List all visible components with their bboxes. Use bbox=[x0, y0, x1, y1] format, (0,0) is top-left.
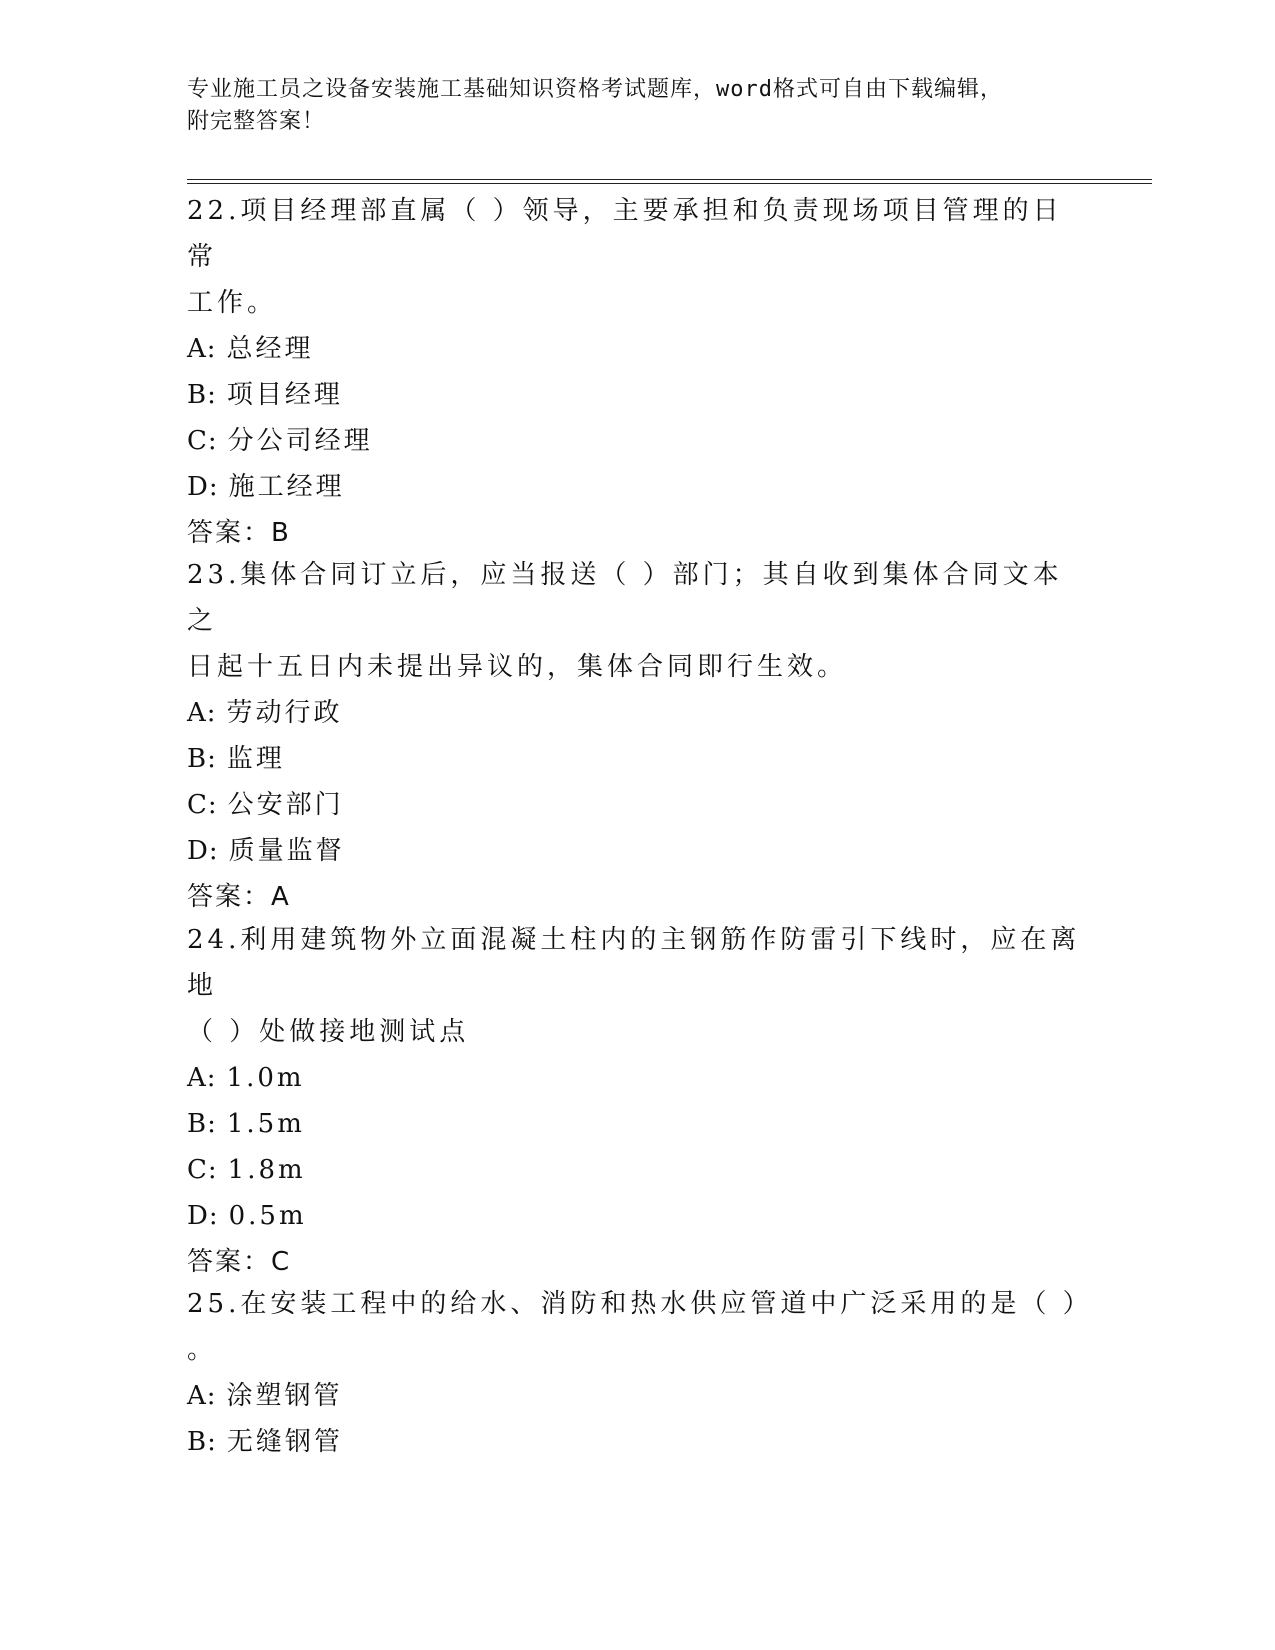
option-b bbox=[187, 1419, 1087, 1465]
option-text: 项目经理 bbox=[226, 380, 343, 410]
option-text: 劳动行政 bbox=[226, 698, 343, 728]
option-text: 1.8m bbox=[227, 1155, 306, 1185]
option-c bbox=[187, 782, 1087, 828]
option-text: 1.5m bbox=[226, 1109, 305, 1139]
option-label: A: bbox=[187, 1381, 217, 1411]
option-label: A: bbox=[187, 698, 217, 728]
question-stem-line-1: 25.在安装工程中的给水、消防和热水供应管道中广泛采用的是（ ） bbox=[187, 1289, 1093, 1319]
option-label: B: bbox=[187, 1109, 217, 1139]
question-22 bbox=[187, 188, 1087, 556]
option-text: 1.0m bbox=[226, 1063, 305, 1093]
answer-line: 答案：B bbox=[187, 518, 291, 548]
option-text: 监理 bbox=[226, 744, 285, 774]
option-label: B: bbox=[187, 1427, 217, 1457]
option-a bbox=[187, 1373, 1087, 1419]
option-text: 涂塑钢管 bbox=[226, 1381, 343, 1411]
option-d bbox=[187, 828, 1087, 874]
question-stem-line-2: （ ）处做接地测试点 bbox=[187, 1017, 470, 1047]
option-d bbox=[187, 464, 1087, 510]
option-text: 0.5m bbox=[228, 1201, 307, 1231]
option-label: C: bbox=[187, 790, 218, 820]
option-c bbox=[187, 1147, 1087, 1193]
option-label: C: bbox=[187, 426, 218, 456]
option-a bbox=[187, 1055, 1087, 1101]
question-24 bbox=[187, 917, 1087, 1285]
header-line-1: 专业施工员之设备安装施工基础知识资格考试题库，word格式可自由下载编辑， bbox=[187, 77, 1003, 102]
option-label: D: bbox=[187, 472, 219, 502]
option-label: B: bbox=[187, 744, 217, 774]
option-label: D: bbox=[187, 1201, 219, 1231]
option-b bbox=[187, 372, 1087, 418]
question-stem-line-1: 23.集体合同订立后，应当报送（ ）部门；其自收到集体合同文本之 bbox=[187, 560, 1063, 636]
header-divider-top bbox=[187, 179, 1152, 180]
option-text: 施工经理 bbox=[228, 472, 345, 502]
header-line-2: 附完整答案！ bbox=[187, 109, 326, 134]
option-text: 分公司经理 bbox=[227, 426, 373, 456]
option-text: 公安部门 bbox=[227, 790, 344, 820]
option-d bbox=[187, 1193, 1087, 1239]
option-text: 总经理 bbox=[226, 334, 314, 364]
option-label: B: bbox=[187, 380, 217, 410]
option-text: 无缝钢管 bbox=[226, 1427, 343, 1457]
question-stem-line-2: 日起十五日内未提出异议的，集体合同即行生效。 bbox=[187, 652, 848, 682]
option-a bbox=[187, 690, 1087, 736]
answer-line: 答案：C bbox=[187, 1247, 292, 1277]
answer-line: 答案：A bbox=[187, 882, 291, 912]
option-b bbox=[187, 1101, 1087, 1147]
question-stem-line-2: 。 bbox=[187, 1335, 218, 1365]
question-stem-line-1: 22.项目经理部直属（ ）领导，主要承担和负责现场项目管理的日常 bbox=[187, 196, 1063, 272]
option-text: 质量监督 bbox=[228, 836, 345, 866]
option-label: C: bbox=[187, 1155, 218, 1185]
option-label: A: bbox=[187, 334, 217, 364]
question-23 bbox=[187, 552, 1087, 920]
document-header bbox=[187, 74, 1067, 138]
option-a bbox=[187, 326, 1087, 372]
question-stem-line-1: 24.利用建筑物外立面混凝土柱内的主钢筋作防雷引下线时，应在离地 bbox=[187, 925, 1081, 1001]
question-stem-line-2: 工作。 bbox=[187, 288, 278, 318]
question-25 bbox=[187, 1281, 1093, 1465]
option-label: D: bbox=[187, 836, 219, 866]
header-divider-bottom bbox=[187, 183, 1152, 184]
option-label: A: bbox=[187, 1063, 217, 1093]
option-c bbox=[187, 418, 1087, 464]
option-b bbox=[187, 736, 1087, 782]
